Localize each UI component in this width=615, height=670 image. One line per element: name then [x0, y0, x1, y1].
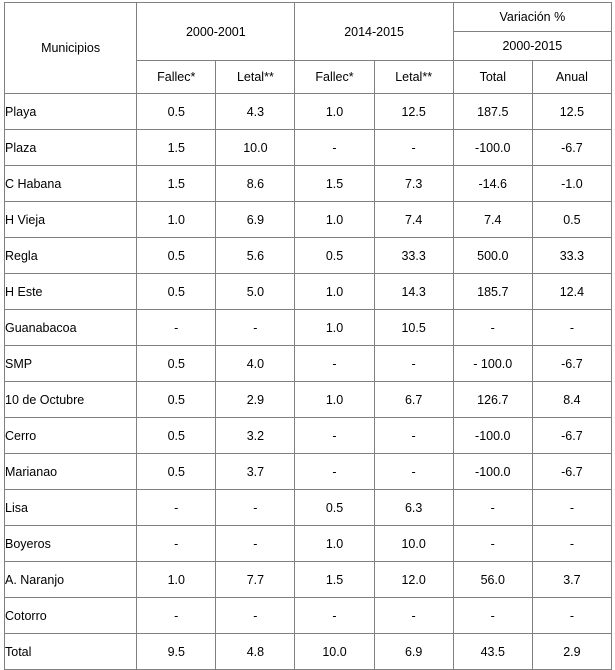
cell-fallec-2: 1.5: [295, 562, 374, 598]
header-group-2000-2001: 2000-2001: [137, 3, 295, 61]
table-row: [5, 418, 612, 454]
cell-letal-1: 7.7: [216, 562, 295, 598]
cell-total: -: [453, 526, 532, 562]
cell-fallec-2: -: [295, 418, 374, 454]
cell-fallec-2: 1.0: [295, 274, 374, 310]
cell-fallec-1: 1.5: [137, 130, 216, 166]
cell-fallec-1: -: [137, 310, 216, 346]
cell-fallec-1: 0.5: [137, 238, 216, 274]
cell-letal-2: 14.3: [374, 274, 453, 310]
cell-fallec-1: 9.5: [137, 634, 216, 670]
row-municipio-label: Guanabacoa: [5, 310, 137, 346]
cell-letal-1: -: [216, 598, 295, 634]
cell-total: -100.0: [453, 130, 532, 166]
cell-total: 43.5: [453, 634, 532, 670]
cell-fallec-2: 10.0: [295, 634, 374, 670]
cell-anual: -6.7: [532, 418, 611, 454]
header-letal-2000: Letal**: [216, 61, 295, 94]
header-row-top: [5, 3, 612, 32]
cell-fallec-1: 0.5: [137, 454, 216, 490]
row-municipio-label: Marianao: [5, 454, 137, 490]
cell-fallec-1: -: [137, 598, 216, 634]
cell-letal-2: -: [374, 454, 453, 490]
cell-letal-2: 12.0: [374, 562, 453, 598]
cell-fallec-1: -: [137, 490, 216, 526]
cell-total: -100.0: [453, 418, 532, 454]
cell-anual: 3.7: [532, 562, 611, 598]
cell-fallec-1: 1.5: [137, 166, 216, 202]
row-municipio-label: Lisa: [5, 490, 137, 526]
cell-fallec-1: 1.0: [137, 202, 216, 238]
table-row: [5, 130, 612, 166]
cell-fallec-2: 1.5: [295, 166, 374, 202]
cell-total: 185.7: [453, 274, 532, 310]
row-municipio-label: H Vieja: [5, 202, 137, 238]
cell-total: -100.0: [453, 454, 532, 490]
cell-fallec-2: -: [295, 130, 374, 166]
row-municipio-label: A. Naranjo: [5, 562, 137, 598]
cell-fallec-2: 1.0: [295, 202, 374, 238]
cell-letal-2: -: [374, 418, 453, 454]
table-row: [5, 310, 612, 346]
row-municipio-label: Boyeros: [5, 526, 137, 562]
cell-anual: 12.4: [532, 274, 611, 310]
table-row: [5, 562, 612, 598]
cell-fallec-2: 0.5: [295, 490, 374, 526]
cell-total: 187.5: [453, 94, 532, 130]
row-municipio-label: SMP: [5, 346, 137, 382]
cell-letal-1: 3.2: [216, 418, 295, 454]
table-row: [5, 274, 612, 310]
cell-fallec-2: -: [295, 454, 374, 490]
cell-anual: 2.9: [532, 634, 611, 670]
cell-anual: 0.5: [532, 202, 611, 238]
row-municipio-label: C Habana: [5, 166, 137, 202]
cell-anual: -6.7: [532, 130, 611, 166]
row-municipio-label: H Este: [5, 274, 137, 310]
cell-anual: -1.0: [532, 166, 611, 202]
header-fallec-2000: Fallec*: [137, 61, 216, 94]
table-row: [5, 490, 612, 526]
cell-letal-2: 33.3: [374, 238, 453, 274]
cell-letal-1: 10.0: [216, 130, 295, 166]
cell-fallec-2: -: [295, 598, 374, 634]
cell-letal-2: 6.9: [374, 634, 453, 670]
cell-total: -: [453, 490, 532, 526]
cell-fallec-2: 1.0: [295, 526, 374, 562]
table-row: [5, 382, 612, 418]
row-municipio-label: Cotorro: [5, 598, 137, 634]
cell-total: -: [453, 598, 532, 634]
cell-letal-1: 4.0: [216, 346, 295, 382]
cell-total: 500.0: [453, 238, 532, 274]
table-row: [5, 94, 612, 130]
cell-letal-1: -: [216, 310, 295, 346]
cell-fallec-1: 0.5: [137, 382, 216, 418]
row-municipio-label: Plaza: [5, 130, 137, 166]
cell-letal-1: 6.9: [216, 202, 295, 238]
cell-letal-1: 4.8: [216, 634, 295, 670]
cell-anual: -: [532, 526, 611, 562]
cell-anual: 33.3: [532, 238, 611, 274]
cell-fallec-1: 0.5: [137, 346, 216, 382]
table-row: [5, 166, 612, 202]
row-municipio-label: 10 de Octubre: [5, 382, 137, 418]
cell-total: 56.0: [453, 562, 532, 598]
cell-letal-1: 5.6: [216, 238, 295, 274]
cell-anual: 12.5: [532, 94, 611, 130]
cell-total: - 100.0: [453, 346, 532, 382]
table-row: [5, 238, 612, 274]
cell-letal-1: 8.6: [216, 166, 295, 202]
cell-letal-1: 5.0: [216, 274, 295, 310]
cell-anual: -6.7: [532, 346, 611, 382]
cell-letal-1: -: [216, 526, 295, 562]
table-body: [5, 94, 612, 670]
cell-anual: -: [532, 490, 611, 526]
header-group-2014-2015: 2014-2015: [295, 3, 453, 61]
cell-fallec-1: 1.0: [137, 562, 216, 598]
table-row: [5, 634, 612, 670]
cell-total: -: [453, 310, 532, 346]
row-municipio-label: Total: [5, 634, 137, 670]
cell-anual: -: [532, 598, 611, 634]
table-row: [5, 346, 612, 382]
cell-letal-2: 12.5: [374, 94, 453, 130]
row-municipio-label: Cerro: [5, 418, 137, 454]
cell-letal-2: -: [374, 130, 453, 166]
cell-letal-1: -: [216, 490, 295, 526]
cell-anual: -6.7: [532, 454, 611, 490]
cell-letal-2: 6.7: [374, 382, 453, 418]
header-anual: Anual: [532, 61, 611, 94]
cell-letal-1: 2.9: [216, 382, 295, 418]
table-row: [5, 202, 612, 238]
table-header: [5, 3, 612, 94]
table-row: [5, 598, 612, 634]
cell-fallec-1: 0.5: [137, 94, 216, 130]
header-total: Total: [453, 61, 532, 94]
cell-anual: -: [532, 310, 611, 346]
header-fallec-2014: Fallec*: [295, 61, 374, 94]
cell-fallec-2: 1.0: [295, 94, 374, 130]
table-row: [5, 526, 612, 562]
cell-total: 7.4: [453, 202, 532, 238]
cell-letal-2: -: [374, 598, 453, 634]
cell-letal-2: 7.3: [374, 166, 453, 202]
cell-total: -14.6: [453, 166, 532, 202]
header-municipios: Municipios: [5, 3, 137, 94]
cell-fallec-2: 1.0: [295, 382, 374, 418]
header-variacion-range: 2000-2015: [453, 32, 611, 61]
row-municipio-label: Playa: [5, 94, 137, 130]
cell-fallec-2: 0.5: [295, 238, 374, 274]
cell-letal-1: 3.7: [216, 454, 295, 490]
cell-fallec-2: -: [295, 346, 374, 382]
cell-letal-2: 10.5: [374, 310, 453, 346]
row-municipio-label: Regla: [5, 238, 137, 274]
cell-fallec-2: 1.0: [295, 310, 374, 346]
cell-letal-1: 4.3: [216, 94, 295, 130]
municipios-mortality-table: [4, 2, 612, 670]
cell-letal-2: 10.0: [374, 526, 453, 562]
cell-fallec-1: 0.5: [137, 274, 216, 310]
cell-letal-2: 7.4: [374, 202, 453, 238]
header-letal-2014: Letal**: [374, 61, 453, 94]
table-row: [5, 454, 612, 490]
header-variacion: Variación %: [453, 3, 611, 32]
cell-fallec-1: -: [137, 526, 216, 562]
cell-anual: 8.4: [532, 382, 611, 418]
cell-letal-2: -: [374, 346, 453, 382]
cell-letal-2: 6.3: [374, 490, 453, 526]
cell-fallec-1: 0.5: [137, 418, 216, 454]
cell-total: 126.7: [453, 382, 532, 418]
